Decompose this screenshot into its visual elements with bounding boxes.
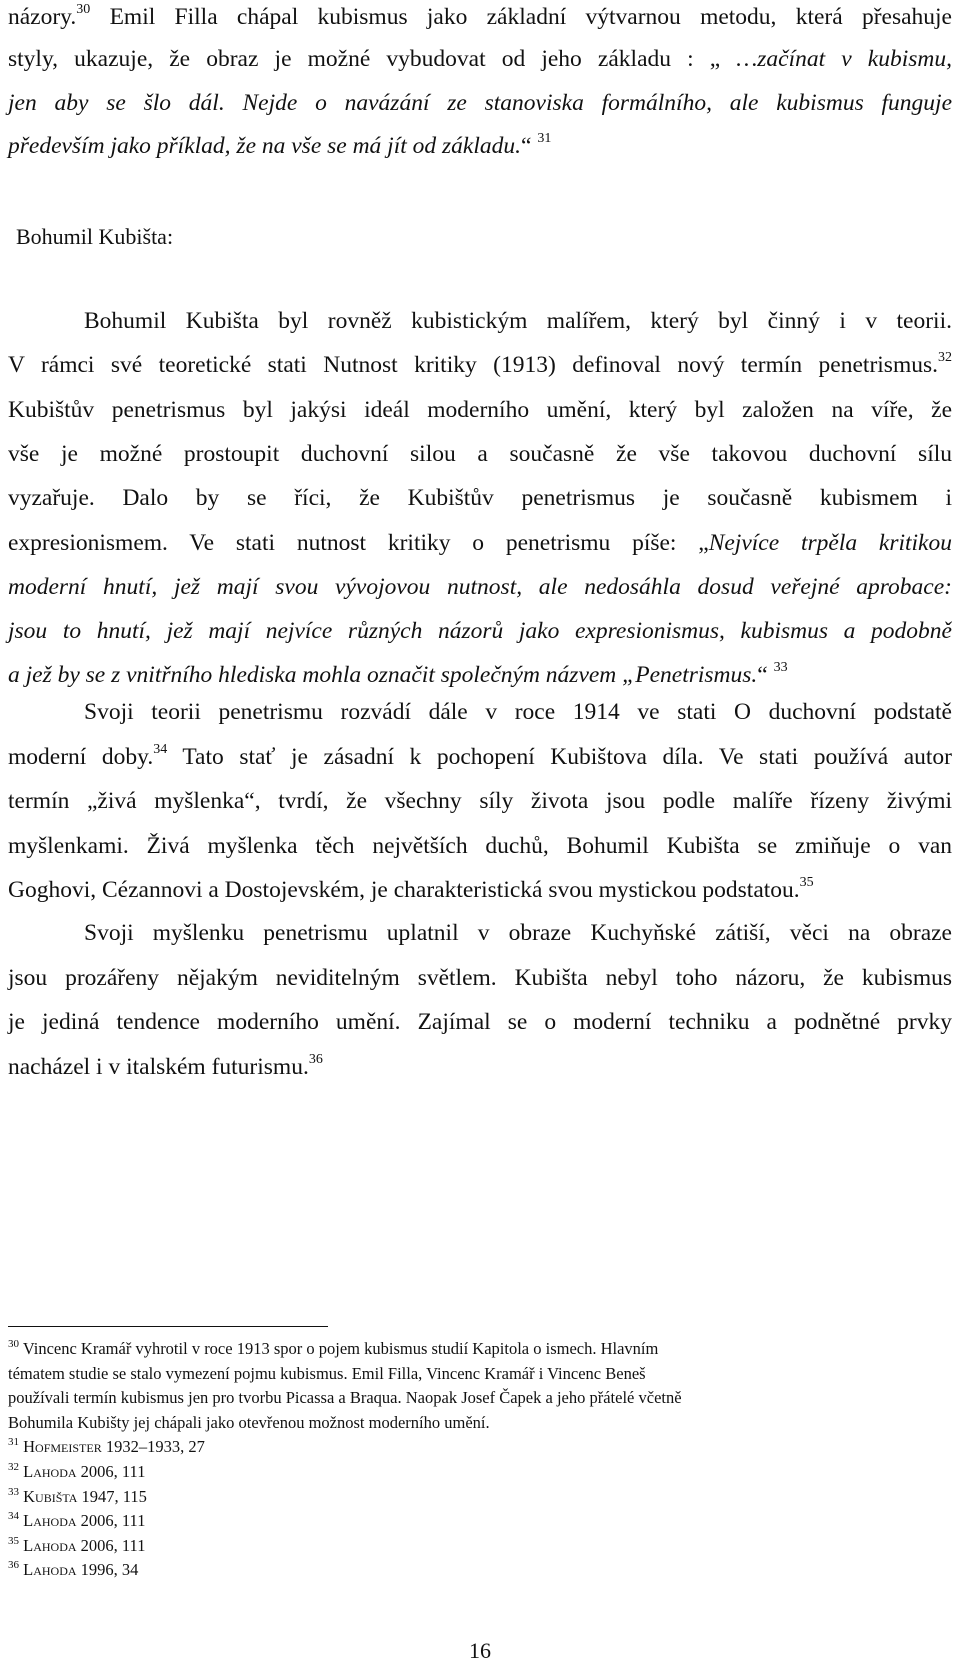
footnote-reference: 31: [537, 131, 552, 146]
text-run: vyzařuje. Dalo by se říci, že Kubištův penetrismus je současně kubismem i: [8, 485, 952, 512]
body-line: [8, 875, 952, 905]
footnote-reference: 33: [8, 1485, 19, 1498]
footnote-line: [8, 1436, 952, 1458]
body-line: [8, 1007, 952, 1037]
footnote-line: [8, 1387, 952, 1409]
footnote-line: [8, 1559, 952, 1581]
text-run: 1996, 34: [76, 1560, 139, 1580]
footnote-reference: 36: [308, 1051, 323, 1067]
body-line: [8, 395, 952, 425]
author-name: Lahoda: [23, 1462, 77, 1481]
body-line: [8, 742, 952, 772]
quoted-text: a jež by se z vnitřního hlediska mohla označit společným názvem „Penetrismus.: [8, 662, 758, 689]
body-line: [8, 660, 952, 690]
text-run: Svoji teorii penetrismu rozvádí dále v roce 1914 ve stati O duchovní podstatě: [84, 699, 952, 725]
text-run: 2006, 111: [76, 1511, 146, 1531]
body-line: [8, 572, 952, 602]
footnote-reference: 35: [8, 1534, 19, 1547]
body-line: [84, 697, 952, 727]
body-line: [8, 483, 952, 513]
text-run: V rámci své teoretické stati Nutnost kritiky (1913) definoval nový termín penetrismus.: [8, 352, 938, 379]
text-run: názory.: [8, 4, 77, 30]
footnote-line: [8, 1363, 952, 1385]
text-run: Svoji myšlenku penetrismu uplatnil v obraze Kuchyňské zátiší, věci na obraze: [84, 920, 952, 946]
body-line: [8, 528, 952, 558]
body-line: [8, 831, 952, 861]
body-line: [8, 439, 952, 469]
text-run: Vincenc Kramář vyhrotil v roce 1913 spor o pojem kubismus studií Kapitola o ismech. Hlavním: [19, 1339, 659, 1358]
text-run: Tato stať je zásadní k pochopení Kubištova díla. Ve stati používá autor: [167, 743, 952, 770]
body-line: [8, 616, 952, 646]
text-run: termín „živá myšlenka“, tvrdí, že všechny síly života jsou podle malíře řízeny živými: [8, 788, 952, 815]
footnote-line: [8, 1412, 952, 1434]
body-line: [8, 786, 952, 816]
text-run: 2006, 111: [76, 1462, 146, 1481]
author-name: Lahoda: [23, 1535, 77, 1555]
quoted-text: Nejvíce trpěla kritikou: [708, 529, 952, 556]
footnote-reference: 32: [8, 1461, 19, 1473]
footnote-reference: 34: [153, 741, 168, 757]
author-name: Kubišta: [23, 1486, 78, 1506]
section-heading: Bohumil Kubišta:: [16, 224, 174, 249]
text-run: vše je možné prostoupit duchovní silou a současně že vše takovou duchovní sílu: [8, 440, 952, 467]
footnote-reference: 31: [8, 1436, 19, 1449]
footnote-reference: 34: [8, 1510, 19, 1523]
footnote-reference: 36: [8, 1559, 19, 1572]
text-run: jsou prozářeny nějakým neviditelným světlem. Kubišta nebyl toho názoru, že kubismus: [8, 964, 952, 991]
body-line: [8, 1052, 952, 1082]
footnote-line: [8, 1510, 952, 1532]
text-run: expresionismem. Ve stati nutnost kritiky o penetrismu píše: „: [8, 529, 709, 556]
text-run: “: [757, 662, 774, 689]
body-line: [8, 963, 952, 993]
footnote-reference: 35: [799, 875, 814, 891]
text-run: nacházel i v italském futurismu.: [8, 1053, 309, 1080]
text-run: 1947, 115: [77, 1486, 147, 1506]
quoted-text: …začínat v kubismu,: [720, 46, 953, 72]
text-run: je jediná tendence moderního umění. Zajímal se o moderní techniku a podnětné prvky: [8, 1009, 952, 1036]
author-name: Lahoda: [23, 1560, 77, 1580]
body-line: [84, 306, 952, 336]
quoted-text: jen aby se šlo dál. Nejde o navázání ze stanoviska formálního, ale kubismus funguje: [8, 90, 952, 116]
text-run: používali termín kubismus jen pro tvorbu Picassa a Braqua. Naopak Josef Čapek a jeho přátelé včetně: [8, 1388, 682, 1408]
text-run: tématem studie se stalo vymezení pojmu kubismus. Emil Filla, Vincenc Kramář i Vincenc Beneš: [8, 1363, 646, 1383]
text-run: Emil Filla chápal kubismus jako základní výtvarnou metodu, která přesahuje: [90, 4, 952, 30]
body-line: [8, 350, 952, 380]
page-number: 16: [469, 1638, 491, 1663]
text-run: Kubištův penetrismus byl jakýsi ideál moderního umění, který byl založen na víře, že: [8, 396, 952, 423]
author-name: Lahoda: [23, 1511, 77, 1531]
footnote-line: [8, 1535, 952, 1557]
footnote-line: [8, 1486, 952, 1508]
footnote-reference: 30: [76, 2, 91, 17]
body-line: [8, 44, 952, 74]
quoted-text: jsou to hnutí, jež mají nejvíce různých názorů jako expresionismus, kubismus a podobně: [8, 618, 952, 645]
text-run: 2006, 111: [76, 1535, 146, 1555]
footnote-reference: 33: [773, 660, 788, 676]
body-line: [84, 918, 952, 948]
body-line: [8, 88, 952, 118]
footnote-reference: 32: [938, 350, 952, 366]
author-name: Hofmeister: [23, 1437, 102, 1457]
footnote-reference: 30: [8, 1338, 19, 1350]
text-run: Bohumil Kubišta byl rovněž kubistickým malířem, který byl činný i v teorii.: [84, 308, 952, 334]
text-run: 1932–1933, 27: [101, 1437, 205, 1457]
body-line: [8, 131, 952, 161]
quoted-text: především jako příklad, že na vše se má jít od základu.: [8, 133, 521, 159]
text-run: Bohumila Kubišty jej chápali jako otevřenou možnost moderního umění.: [8, 1412, 490, 1432]
footnote-line: [8, 1461, 952, 1483]
text-run: myšlenkami. Živá myšlenka těch největších duchů, Bohumil Kubišta se zmiňuje o van: [8, 832, 952, 859]
text-run: Goghovi, Cézannovi a Dostojevském, je charakteristická svou mystickou podstatou.: [8, 877, 800, 904]
footnote-line: [8, 1338, 952, 1360]
quoted-text: moderní hnutí, jež mají svou vývojovou nutnost, ale nedosáhla dosud veřejné aprobace:: [8, 573, 952, 600]
text-run: “: [521, 133, 538, 159]
footnote-separator: [8, 1326, 328, 1327]
body-line: [8, 2, 952, 32]
text-run: moderní doby.: [8, 743, 154, 770]
text-run: styly, ukazuje, že obraz je možné vybudovat od jeho základu : „: [8, 46, 721, 72]
